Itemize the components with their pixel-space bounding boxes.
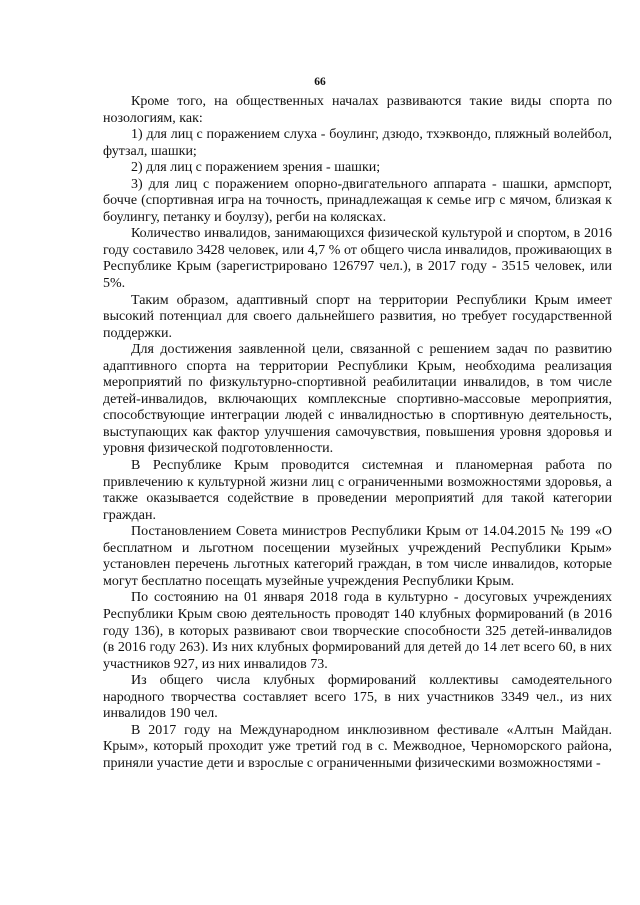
paragraph-goals: Для достижения заявленной цели, связанной с решением задач по развитию адаптивного спорта на территории Республики Крым, необходима реализация мероприятий по физкультурно-спортивной реабилитации инвалидов, в том числе детей-инвалидов, включающих комплексные спортивно-массовые мероприятия, способствующие интеграции людей с инвалидностью в спортивную деятельность, выступающих как фактор улучшения самочувствия, повышения уровня здоровья и уровня физической подготовленности. <box>103 342 612 457</box>
paragraph-decree: Постановлением Совета министров Республики Крым от 14.04.2015 № 199 «О бесплатном и льготном посещении музейных учреждений Республики Крым» установлен перечень льготных категорий граждан, в том числе инвалидов, которые могут бесплатно посещать музейные учреждения Республики Крым. <box>103 524 612 589</box>
paragraph-vision: 2) для лиц с поражением зрения - шашки; <box>131 160 381 176</box>
paragraph-conclusion: Таким образом, адаптивный спорт на территории Республики Крым имеет высокий потенциал для своего дальнейшего развития, но требует государственной поддержки. <box>103 292 612 341</box>
paragraph-clubs: По состоянию на 01 января 2018 года в культурно - досуговых учреждениях Республики Крым свою деятельность проводят 140 клубных формирований (в 2016 году 136), в которых развивают свои творческие способности 325 детей-инвалидов (в 2016 году 263). Из них клубных формирований для детей до 14 лет всего 60, в них участников 927, из них инвалидов 73. <box>103 590 612 672</box>
page-number: 66 <box>314 76 326 88</box>
paragraph-statistics: Количество инвалидов, занимающихся физической культурой и спортом, в 2016 году составило 3428 человек, или 4,7 % от общего числа инвалидов, проживающих в Республике Крым (зарегистрировано 126797 чел.), в 2017 году - 3515 человек, или 5%. <box>103 226 612 292</box>
paragraph-intro: Кроме того, на общественных началах развиваются такие виды спорта по нозологиям, как: <box>103 94 612 126</box>
paragraph-hearing: 1) для лиц с поражением слуха - боулинг, дзюдо, тхэквондо, пляжный волейбол, футзал, шашки; <box>103 127 612 159</box>
paragraph-festival: В 2017 году на Международном инклюзивном фестивале «Алтын Майдан. Крым», который проходит уже третий год в с. Межводное, Черноморского района, приняли участие дети и взрослые с ограниченными физическими возможностями - <box>103 722 612 771</box>
paragraph-culture: В Республике Крым проводится системная и планомерная работа по привлечению к культурной жизни лиц с ограниченными возможностями здоровья, а также оказывается содействие в проведении мероприятий для такой категории граждан. <box>103 458 612 523</box>
paragraph-musculoskeletal: 3) для лиц с поражением опорно-двигательного аппарата - шашки, армспорт, бочче (спортивная игра на точность, принадлежащая к семье игр с мячом, близкая к боулингу, петанку и боулзу), регби на колясках. <box>103 176 612 225</box>
paragraph-folk-art: Из общего числа клубных формирований коллективы самодеятельного народного творчества составляет всего 175, в них участников 3349 чел., из них инвалидов 190 чел. <box>103 673 612 722</box>
body-text <box>103 94 612 772</box>
